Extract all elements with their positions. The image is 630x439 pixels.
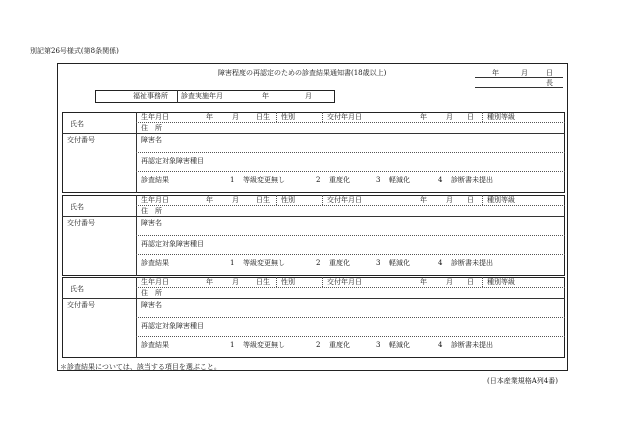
grade-label: 種別等級 [487,113,515,121]
result-option-text: 等級変更無し [243,259,285,267]
result-option-text: 等級変更無し [243,341,285,349]
reexam-items-label: 再認定対象障害種目 [141,157,204,165]
birth-year-label: 年 [206,196,213,204]
result-label: 診査結果 [141,176,169,184]
sex-label: 性別 [281,113,295,121]
disability-name-label: 障害名 [141,219,162,227]
issue-date-label: 交付年月日 [327,196,362,204]
result-option-num: 4 [438,259,443,267]
result-label: 診査結果 [141,341,169,349]
result-option-num: 3 [376,259,381,267]
exam-date-month: 月 [305,92,312,100]
issue-date-label: 交付年月日 [327,278,362,286]
grade-label: 種別等級 [487,278,515,286]
issue-year-label: 年 [420,113,427,121]
birth-year-label: 年 [206,113,213,121]
result-option-num: 1 [230,341,235,349]
result-option-num: 3 [376,176,381,184]
cert-number-label: 交付番号 [67,136,95,144]
birth-label: 生年月日 [141,196,169,204]
result-option-num: 4 [438,341,443,349]
result-option-text: 等級変更無し [243,176,285,184]
notice-date-year: 年 [492,69,499,77]
cert-number-label: 交付番号 [67,301,95,309]
result-option-num: 3 [376,341,381,349]
cert-number-label: 交付番号 [67,219,95,227]
birth-day-label: 日生 [256,196,270,204]
birth-label: 生年月日 [141,113,169,121]
disability-name-label: 障害名 [141,136,162,144]
grade-label: 種別等級 [487,196,515,204]
reexam-items-label: 再認定対象障害種目 [141,322,204,330]
result-option-num: 2 [316,259,321,267]
birth-month-label: 月 [232,113,239,121]
issue-month-label: 月 [446,196,453,204]
issue-month-label: 月 [446,278,453,286]
address-label: 住 所 [141,124,162,132]
sex-label: 性別 [281,196,295,204]
issue-year-label: 年 [420,196,427,204]
issue-day-label: 日 [467,113,474,121]
result-option-text: 診断書未提出 [451,259,493,267]
form-id: 別記第26号様式(第8条関係) [30,47,119,55]
result-option-text: 軽減化 [389,259,410,267]
birth-month-label: 月 [232,196,239,204]
office-label: 福祉事務所 [133,92,168,100]
result-option-num: 2 [316,176,321,184]
result-option-text: 軽減化 [389,176,410,184]
result-option-num: 1 [230,259,235,267]
result-option-text: 重度化 [329,259,350,267]
result-option-num: 2 [316,341,321,349]
birth-day-label: 日生 [256,113,270,121]
issue-day-label: 日 [467,278,474,286]
birth-year-label: 年 [206,278,213,286]
birth-day-label: 日生 [256,278,270,286]
head-title: 長 [546,79,553,87]
issue-month-label: 月 [446,113,453,121]
paper-standard: (日本産業規格A列4番) [487,377,558,385]
issue-year-label: 年 [420,278,427,286]
birth-month-label: 月 [232,278,239,286]
result-option-text: 軽減化 [389,341,410,349]
name-label: 氏名 [70,203,84,211]
result-option-text: 診断書未提出 [451,341,493,349]
birth-label: 生年月日 [141,278,169,286]
name-label: 氏名 [70,120,84,128]
result-option-text: 重度化 [329,341,350,349]
sex-label: 性別 [281,278,295,286]
result-option-num: 4 [438,176,443,184]
disability-name-label: 障害名 [141,301,162,309]
result-option-num: 1 [230,176,235,184]
notice-date-month: 月 [521,69,528,77]
address-label: 住 所 [141,207,162,215]
issue-day-label: 日 [467,196,474,204]
footnote: ＊診査結果については、該当する項目を選ぶこと。 [60,363,221,371]
issue-date-label: 交付年月日 [327,113,362,121]
exam-date-label: 診査実施年月 [181,92,223,100]
exam-date-year: 年 [262,92,269,100]
result-label: 診査結果 [141,259,169,267]
document-title: 障害程度の再認定のための診査結果通知書(18歳以上) [218,69,387,77]
name-label: 氏名 [70,285,84,293]
result-option-text: 重度化 [329,176,350,184]
notice-date-day: 日 [546,69,553,77]
reexam-items-label: 再認定対象障害種目 [141,240,204,248]
address-label: 住 所 [141,289,162,297]
result-option-text: 診断書未提出 [451,176,493,184]
